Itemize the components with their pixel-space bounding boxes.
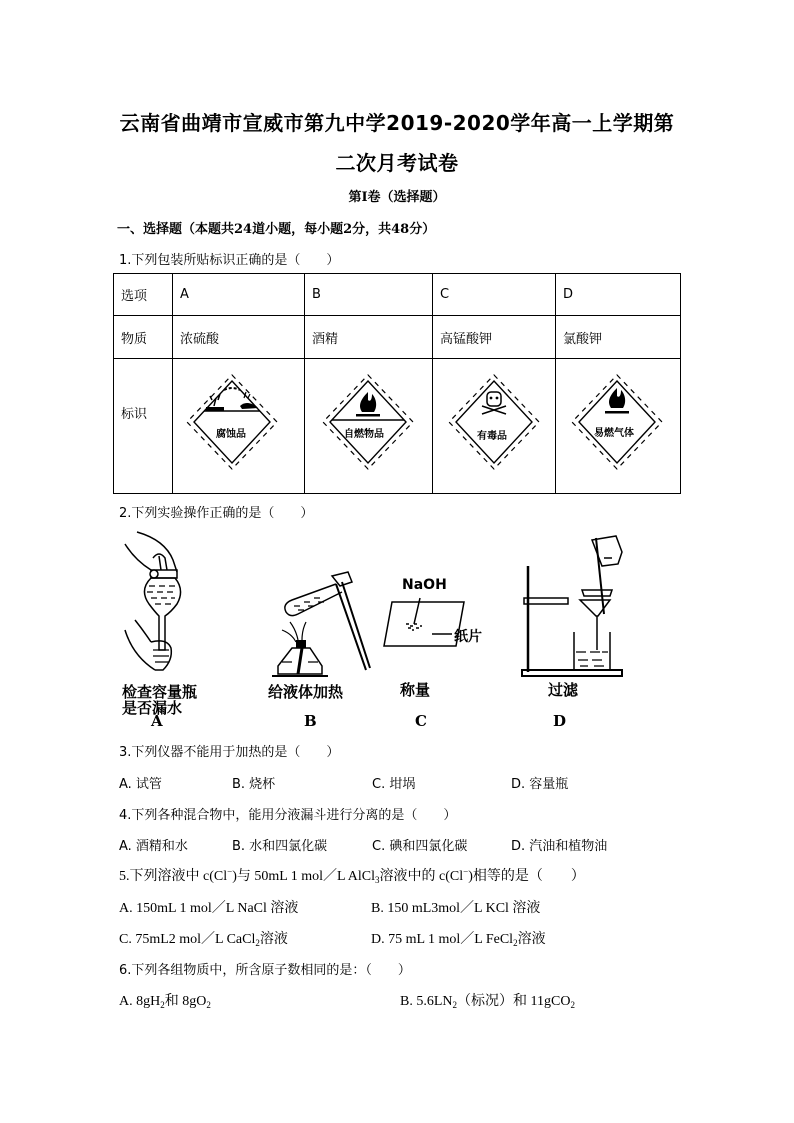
volumetric-flask-leak-test-icon (115, 530, 235, 680)
question-6-option-b: B. $5.6LN_2$（标况）和 11gCO$_2$ (400, 994, 575, 1010)
question-4-option-c: C. 碘和四氯化碳 (372, 839, 468, 854)
spontaneous-combustion-hazard-icon (318, 370, 418, 480)
question-4-option-d: D. 汽油和植物油 (511, 839, 608, 854)
figure-d-caption: 过滤 (548, 681, 579, 699)
figure-c-letter: C (415, 712, 427, 730)
toxic-hazard-icon (444, 370, 544, 480)
question-3-option-c: C. 坩埚 (372, 777, 416, 792)
part-title: 第Ⅰ卷（选择题） (348, 190, 446, 205)
question-4-stem: 4.下列各种混合物中，能用分液漏斗进行分离的是（ ） (119, 808, 457, 823)
hazard-label-d: 易燃气体 (594, 428, 634, 439)
question-4-option-a: A. 酒精和水 (119, 839, 188, 854)
heating-liquid-test-tube-icon (262, 570, 372, 680)
question-5-option-a: A. 150mL 1 mol／L NaCl 溶液 (119, 901, 299, 916)
hazard-label-a: 腐蚀品 (216, 429, 246, 440)
document-title-line1: 云南省曲靖市宣威市第九中学2019-2020学年高一上学期第 (119, 111, 675, 135)
row-header-option: 选项 (114, 274, 173, 316)
cell-option-c: C (433, 274, 556, 316)
question-3-option-d: D. 容量瓶 (511, 777, 569, 792)
question-1-stem: 1.下列包装所贴标识正确的是（ ） (119, 253, 340, 268)
question-3-stem: 3.下列仪器不能用于加热的是（ ） (119, 745, 340, 760)
section-heading: 一、选择题（本题共24道小题，每小题2分，共48分） (117, 222, 436, 237)
corrosive-hazard-icon (182, 370, 282, 480)
question-5-stem: 5.下列溶液中 c(Cl−)与 50mL 1 mol／L AlCl$_3$溶液中的 c(Cl−)相等的是（ ） (119, 866, 585, 885)
question-6-option-a: A. $8gH_2$和 $8gO_2$ (119, 994, 211, 1010)
question-6-stem: 6.下列各组物质中，所含原子数相同的是：（ ） (119, 963, 411, 978)
row-header-label: 标识 (114, 359, 173, 494)
table-row (114, 274, 681, 316)
hazard-label-b: 自燃物品 (344, 429, 384, 440)
question-5-option-d: D. 75 mL 1 mol／L FeCl$_2$溶液 (371, 932, 546, 948)
row-header-substance: 物质 (114, 316, 173, 359)
figure-d-letter: D (553, 712, 567, 730)
figure-b-letter: B (304, 712, 317, 730)
figure-c-annotation-paper: 纸片 (454, 629, 482, 645)
question-3-option-a: A. 试管 (119, 777, 162, 792)
table-row (114, 316, 681, 359)
question-5-option-b: B. 150 mL3mol／L KCl 溶液 (371, 901, 541, 916)
figure-a-letter: A (151, 712, 163, 730)
cell-option-b: B (305, 274, 433, 316)
cell-substance-b: 酒精 (305, 316, 433, 359)
hazard-label-c: 有毒品 (477, 431, 507, 442)
question-4-option-b: B. 水和四氯化碳 (232, 839, 328, 854)
figure-c-caption: 称量 (400, 681, 431, 699)
question-5-option-c: C. 75mL2 mol／L CaCl$_2$溶液 (119, 932, 288, 948)
cell-substance-a: 浓硫酸 (173, 316, 305, 359)
figure-c-annotation-naoh: NaOH (402, 577, 447, 593)
cell-option-d: D (556, 274, 681, 316)
question-3-option-b: B. 烧杯 (232, 777, 276, 792)
document-title-line2: 二次月考试卷 (335, 151, 459, 175)
figure-a-caption-line1: 检查容量瓶 (122, 683, 198, 701)
figure-b-caption: 给液体加热 (268, 683, 344, 701)
cell-option-a: A (173, 274, 305, 316)
cell-substance-d: 氯酸钾 (556, 316, 681, 359)
question-2-stem: 2.下列实验操作正确的是（ ） (119, 506, 314, 521)
figure-a-caption-line2: 是否漏水 (122, 699, 183, 717)
cell-substance-c: 高锰酸钾 (433, 316, 556, 359)
filtration-apparatus-icon (520, 532, 640, 682)
flammable-gas-hazard-icon (567, 370, 667, 480)
